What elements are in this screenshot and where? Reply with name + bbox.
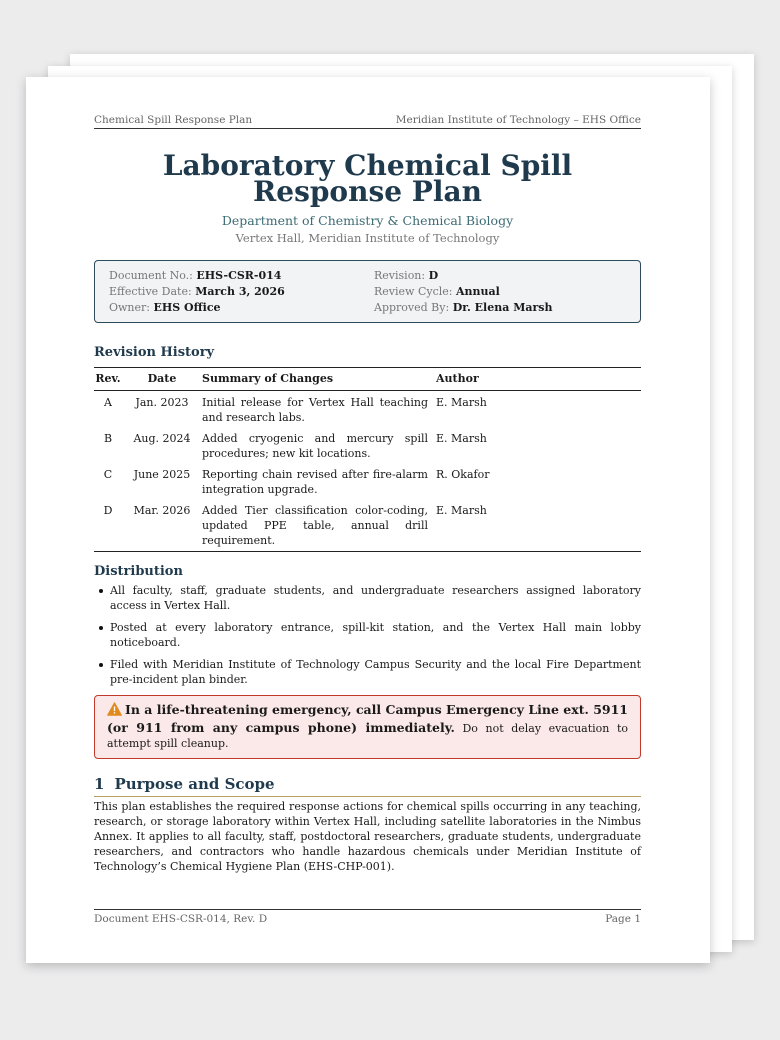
warning-icon bbox=[107, 702, 122, 720]
document-info-box bbox=[94, 260, 641, 323]
column-header-rev: Rev. bbox=[94, 368, 122, 391]
document-page bbox=[26, 77, 710, 963]
revision-history-heading: Revision History bbox=[94, 345, 215, 360]
cell-date: Mar. 2026 bbox=[122, 499, 202, 552]
cell-rev: C bbox=[103, 468, 113, 481]
running-header-right: Meridian Institute of Technology – EHS Office bbox=[395, 114, 641, 126]
cell-date: Aug. 2024 bbox=[133, 432, 191, 445]
info-approved-by: Approved By: Dr. Elena Marsh bbox=[374, 301, 553, 314]
cell-summary: Added Tier classification color-coding, updated PPE table, annual drill requirement. bbox=[202, 499, 436, 552]
footer-document-id: Document EHS-CSR-014, Rev. D bbox=[94, 913, 268, 925]
cell-rev: D bbox=[94, 499, 122, 552]
cell-summary: Added cryogenic and mercury spill procedures; new kit locations. bbox=[202, 432, 428, 460]
revision-history-table bbox=[94, 367, 641, 552]
info-review-cycle: Review Cycle: Annual bbox=[374, 285, 500, 298]
list-item: Filed with Meridian Institute of Technology Campus Security and the local Fire Department pre-incident plan binder. bbox=[94, 657, 641, 687]
building-subtitle: Vertex Hall, Meridian Institute of Technology bbox=[235, 231, 500, 245]
distribution-heading: Distribution bbox=[94, 564, 183, 579]
info-owner: Owner: EHS Office bbox=[109, 301, 221, 314]
cell-author: E. Marsh bbox=[436, 499, 641, 552]
distribution-list bbox=[94, 583, 641, 687]
list-item: Posted at every laboratory entrance, spill-kit station, and the Vertex Hall main lobby noticeboard. bbox=[94, 620, 641, 650]
cell-rev: A bbox=[104, 396, 112, 409]
column-header-summary: Summary of Changes bbox=[202, 368, 436, 391]
cell-summary: Reporting chain revised after fire-alarm integration upgrade. bbox=[202, 468, 428, 496]
page-number: Page 1 bbox=[605, 913, 641, 925]
table-row bbox=[94, 427, 641, 463]
alert-emergency-text: In a life-threatening emergency, call Campus Emergency Line ext. 5911 (or 911 from any campus phone) immediately. bbox=[107, 702, 628, 735]
section-1-heading bbox=[94, 775, 641, 797]
running-header-left: Chemical Spill Response Plan bbox=[94, 114, 253, 126]
column-header-date: Date bbox=[122, 368, 202, 391]
cell-author: E. Marsh bbox=[436, 432, 487, 445]
table-row bbox=[94, 463, 641, 499]
section-title: Purpose and Scope bbox=[114, 775, 275, 793]
alert-note-text: Do not delay evacuation to attempt spill cleanup. bbox=[107, 722, 629, 750]
list-item: All faculty, staff, graduate students, and undergraduate researchers assigned laboratory access in Vertex Hall. bbox=[94, 583, 641, 613]
emergency-alert-box bbox=[94, 695, 641, 759]
info-effective-date: Effective Date: March 3, 2026 bbox=[109, 285, 285, 298]
column-header-author: Author bbox=[436, 368, 641, 391]
table-row bbox=[94, 391, 641, 428]
cell-author: R. Okafor bbox=[436, 468, 490, 481]
document-title: Laboratory Chemical Spill Response Plan bbox=[162, 149, 573, 208]
running-header bbox=[94, 114, 641, 129]
info-doc-no: Document No.: EHS-CSR-014 bbox=[109, 269, 282, 282]
info-revision: Revision: D bbox=[374, 269, 439, 282]
department-subtitle: Department of Chemistry & Chemical Biology bbox=[221, 213, 514, 228]
page-footer bbox=[94, 909, 641, 925]
cell-rev: B bbox=[103, 432, 113, 445]
section-number: 1 bbox=[94, 775, 105, 793]
page-content bbox=[94, 114, 641, 874]
cell-date: Jan. 2023 bbox=[135, 396, 189, 409]
table-row bbox=[94, 499, 641, 552]
section-1-body: This plan establishes the required response actions for chemical spills occurring in any teaching, research, or storage laboratory within Vertex Hall, including satellite laboratories in the Nimbus Annex. It applies to all faculty, staff, postdoctoral researchers, graduate students, undergraduate researchers, and contractors who handle hazardous chemicals under Meridian Institute of Technology’s Chemical Hygiene Plan (EHS-CHP-001). bbox=[94, 800, 641, 873]
table-header-row bbox=[94, 368, 641, 391]
cell-summary: Initial release for Vertex Hall teaching and research labs. bbox=[202, 396, 428, 424]
cell-date: June 2025 bbox=[133, 468, 191, 481]
cell-author: E. Marsh bbox=[436, 396, 487, 409]
